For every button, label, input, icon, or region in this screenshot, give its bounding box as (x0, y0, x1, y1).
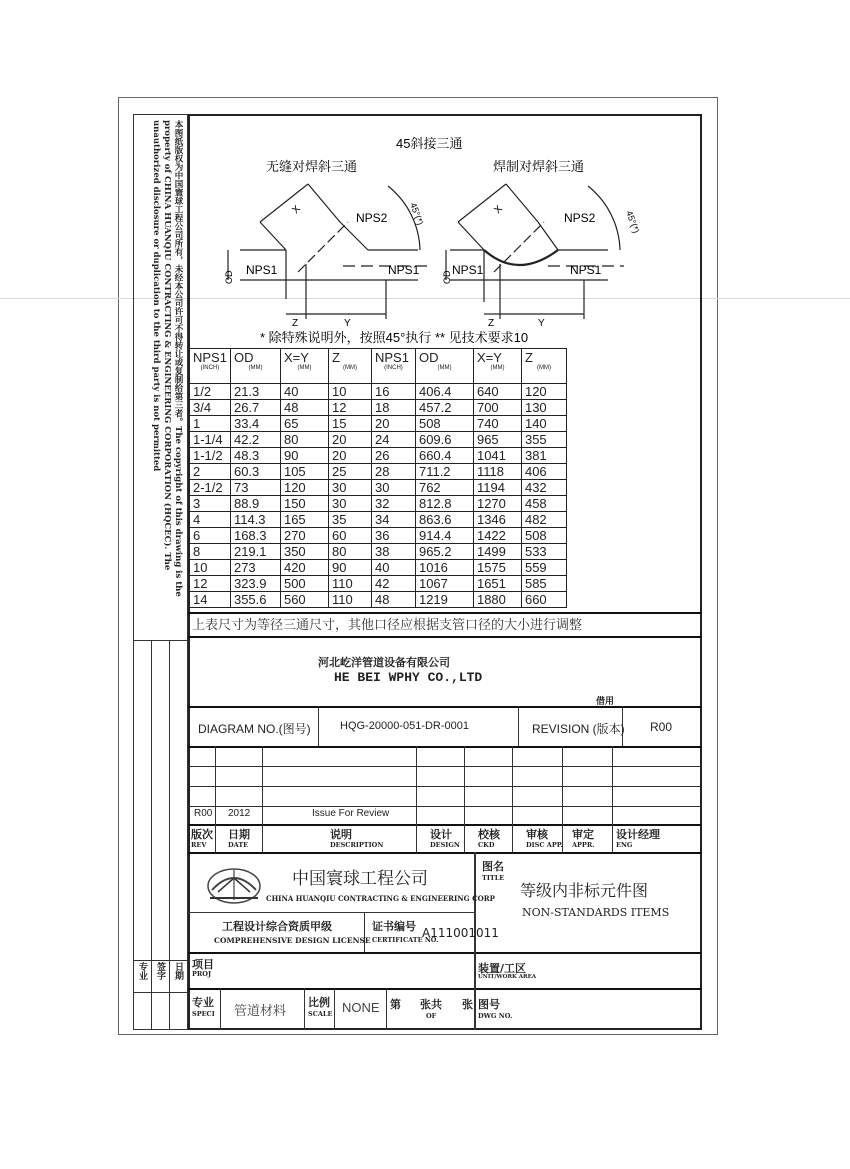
divider (133, 992, 188, 993)
rev-header-en: REV (191, 841, 207, 849)
title-label-cn: 图名 (482, 860, 504, 873)
table-cell: 10 (328, 384, 371, 400)
table-cell: 88.9 (230, 496, 280, 512)
table-header-cell (415, 349, 473, 384)
spec-value: 管道材料 (234, 1004, 287, 1019)
table-cell: 1 (190, 416, 231, 432)
divider (188, 612, 702, 614)
divider (416, 746, 417, 852)
header-label: Z (331, 350, 340, 365)
divider (188, 746, 702, 748)
rev-header-en: DESIGN (430, 841, 460, 849)
scale-label-cn: 比例 (308, 996, 330, 1009)
table-cell: 73 (230, 480, 280, 496)
rev-header-en: DISC APP. (526, 841, 563, 849)
header-label: X=Y (283, 350, 309, 365)
left-nps1-b: NPS1 (388, 263, 420, 277)
scale-label-en: SCALE (308, 1010, 333, 1018)
rev-header-en: CKD (478, 841, 495, 849)
title-en: NON-STANDARDS ITEMS (522, 906, 670, 919)
table-cell: 48 (280, 400, 328, 416)
table-cell: 30 (328, 496, 371, 512)
header-unit: (MM) (437, 365, 452, 371)
right-z-label: Z (488, 318, 495, 329)
table-cell: 80 (328, 544, 371, 560)
table-cell: 168.3 (230, 528, 280, 544)
table-cell: 1016 (415, 560, 473, 576)
table-row (190, 448, 567, 464)
header-unit: (MM) (297, 365, 312, 371)
table-row (190, 400, 567, 416)
table-row (190, 528, 567, 544)
table-row (190, 464, 567, 480)
table-cell: 508 (521, 528, 566, 544)
table-cell: 28 (371, 464, 415, 480)
table-cell: 60 (328, 528, 371, 544)
header-unit: (MM) (536, 365, 551, 371)
revision-label: REVISION (版本) (532, 722, 625, 736)
header-label: X=Y (476, 350, 502, 365)
table-cell: 2 (190, 464, 231, 480)
table-cell: 1/2 (190, 384, 231, 400)
table-cell: 12 (190, 576, 231, 592)
spec-label-en: SPECI (192, 1010, 215, 1018)
table-cell: 4 (190, 512, 231, 528)
table-body (190, 384, 567, 608)
rev-header-cn: 设计经理 (616, 828, 660, 841)
left-angle-label: 45°(*) (408, 201, 426, 227)
table-cell: 40 (280, 384, 328, 400)
divider (474, 852, 476, 1030)
table-cell: 35 (328, 512, 371, 528)
table-cell: 120 (521, 384, 566, 400)
table-row (190, 544, 567, 560)
table-cell: 1219 (415, 592, 473, 608)
table-cell: 42.2 (230, 432, 280, 448)
divider (334, 988, 335, 1030)
sheet-zhang: 张 (462, 998, 473, 1011)
table-cell: 355.6 (230, 592, 280, 608)
table-cell: 914.4 (415, 528, 473, 544)
table-row (190, 592, 567, 608)
table-cell: 458 (521, 496, 566, 512)
left-nps2: NPS2 (356, 211, 388, 225)
dwg-label-cn: 图号 (478, 998, 500, 1011)
proj-label-en: PROJ (192, 970, 212, 978)
dwg-label-en: DWG NO. (478, 1012, 513, 1020)
right-drawing-title: 焊制对焊斜三通 (493, 159, 585, 174)
table-cell: 65 (280, 416, 328, 432)
table-row (190, 512, 567, 528)
company-logo (204, 860, 264, 906)
header-label: NPS1 (374, 350, 409, 365)
table-cell: 120 (280, 480, 328, 496)
title-label-en: TITLE (482, 874, 505, 882)
table-cell: 1499 (473, 544, 521, 560)
table-cell: 965.2 (415, 544, 473, 560)
table-cell: 33.4 (230, 416, 280, 432)
table-cell: 165 (280, 512, 328, 528)
header-label: OD (418, 350, 439, 365)
table-cell: 762 (415, 480, 473, 496)
table-cell: 560 (280, 592, 328, 608)
left-od-label: OD (224, 270, 234, 284)
table-cell: 114.3 (230, 512, 280, 528)
table-cell: 48.3 (230, 448, 280, 464)
table-header-cell (328, 349, 371, 384)
table-cell: 812.8 (415, 496, 473, 512)
table-row (190, 576, 567, 592)
divider (518, 706, 519, 746)
cert-label-cn: 证书编号 (372, 920, 416, 933)
sheet-di: 第 (390, 998, 401, 1011)
side-label-sign: 签字 (155, 962, 165, 980)
table-cell: 700 (473, 400, 521, 416)
stamp-text: 借用 (596, 697, 615, 707)
table-header-cell (521, 349, 566, 384)
right-nps1-b: NPS1 (570, 263, 602, 277)
table-cell: 80 (280, 432, 328, 448)
table-cell: 585 (521, 576, 566, 592)
table-cell: 270 (280, 528, 328, 544)
table-cell: 20 (371, 416, 415, 432)
divider (304, 988, 305, 1030)
table-row (190, 496, 567, 512)
divider (133, 640, 188, 641)
divider (188, 806, 702, 807)
cert-label-en: CERTIFICATE NO. (372, 936, 439, 944)
table-cell: 1-1/2 (190, 448, 231, 464)
rev-header-en: APPR. (572, 841, 595, 849)
table-footnote: 上表尺寸为等径三通尺寸，其他口径应根据支管口径的大小进行调整 (192, 618, 583, 633)
table-cell: 660.4 (415, 448, 473, 464)
table-header-cell (280, 349, 328, 384)
table-cell: 140 (521, 416, 566, 432)
table-cell: 26.7 (230, 400, 280, 416)
table-cell: 38 (371, 544, 415, 560)
table-cell: 18 (371, 400, 415, 416)
divider (464, 746, 465, 852)
table-cell: 30 (371, 480, 415, 496)
table-cell: 25 (328, 464, 371, 480)
header-unit: (INCH) (200, 365, 220, 371)
table-cell: 740 (473, 416, 521, 432)
table-cell: 42 (371, 576, 415, 592)
table-cell: 20 (328, 448, 371, 464)
scale-value: NONE (342, 1000, 380, 1015)
table-cell: 2-1/2 (190, 480, 231, 496)
right-nps1-a: NPS1 (452, 263, 484, 277)
dimension-table (189, 348, 567, 608)
header-unit: (MM) (342, 365, 357, 371)
table-row (190, 384, 567, 400)
table-cell: 1194 (473, 480, 521, 496)
divider (188, 912, 474, 913)
right-x-label: X (492, 203, 505, 217)
seamless-tee-figure (228, 184, 428, 319)
rev-row-desc: Issue For Review (312, 808, 390, 819)
welded-tee-figure (446, 184, 624, 319)
table-cell: 130 (521, 400, 566, 416)
table-cell: 1118 (473, 464, 521, 480)
table-cell: 1346 (473, 512, 521, 528)
diagram-no-label: DIAGRAM NO.(图号) (198, 722, 311, 736)
table-cell: 323.9 (230, 576, 280, 592)
rev-header-en: DATE (228, 841, 249, 849)
right-nps2: NPS2 (564, 211, 596, 225)
table-cell: 30 (328, 480, 371, 496)
rev-header-cn: 设计 (430, 828, 452, 841)
divider (612, 746, 613, 852)
table-header-cell (230, 349, 280, 384)
divider (386, 988, 387, 1030)
table-cell: 1651 (473, 576, 521, 592)
table-cell: 36 (371, 528, 415, 544)
divider (188, 786, 702, 787)
table-cell: 406 (521, 464, 566, 480)
header-unit: (MM) (248, 365, 263, 371)
table-cell: 32 (371, 496, 415, 512)
rev-header-en: ENG (616, 841, 633, 849)
table-cell: 26 (371, 448, 415, 464)
left-nps1-a: NPS1 (246, 263, 278, 277)
table-cell: 965 (473, 432, 521, 448)
table-row (190, 480, 567, 496)
license-en: COMPREHENSIVE DESIGN LICENSE (214, 936, 371, 945)
diagram-no-value: HQG-20000-051-DR-0001 (340, 720, 470, 732)
tee-drawing (188, 114, 702, 350)
divider (215, 746, 216, 852)
side-label-date: 日期 (173, 962, 183, 980)
divider (562, 746, 563, 852)
table-cell: 1041 (473, 448, 521, 464)
divider (220, 988, 221, 1030)
right-y-label: Y (538, 318, 545, 329)
rev-header-cn: 审定 (572, 828, 594, 841)
table-cell: 640 (473, 384, 521, 400)
table-cell: 482 (521, 512, 566, 528)
right-od-label: OD (442, 270, 452, 284)
table-cell: 14 (190, 592, 231, 608)
table-cell: 12 (328, 400, 371, 416)
left-x-label: X (290, 203, 303, 217)
table-header-cell (190, 349, 231, 384)
table-cell: 34 (371, 512, 415, 528)
rev-header-cn: 说明 (330, 828, 352, 841)
table-cell: 3/4 (190, 400, 231, 416)
divider (151, 640, 152, 1030)
right-angle-label: 45°(*) (624, 209, 642, 235)
table-cell: 8 (190, 544, 231, 560)
table-cell: 863.6 (415, 512, 473, 528)
table-cell: 60.3 (230, 464, 280, 480)
table-cell: 500 (280, 576, 328, 592)
rev-row-rev: R00 (194, 808, 213, 819)
table-header-cell (371, 349, 415, 384)
table-cell: 559 (521, 560, 566, 576)
table-cell: 90 (328, 560, 371, 576)
divider (188, 952, 702, 954)
table-cell: 420 (280, 560, 328, 576)
divider (169, 640, 170, 1030)
divider (364, 912, 365, 952)
table-cell: 609.6 (415, 432, 473, 448)
divider (188, 636, 702, 638)
header-label: Z (524, 350, 533, 365)
side-label-spec: 专业 (137, 962, 147, 980)
divider (188, 766, 702, 767)
divider (133, 960, 188, 961)
table-cell: 48 (371, 592, 415, 608)
revision-value: R00 (650, 720, 673, 734)
table-cell: 24 (371, 432, 415, 448)
cert-no: A111001011 (422, 926, 499, 940)
table-cell: 15 (328, 416, 371, 432)
table-cell: 90 (280, 448, 328, 464)
table-row (190, 432, 567, 448)
table-cell: 273 (230, 560, 280, 576)
table-cell: 105 (280, 464, 328, 480)
table-cell: 533 (521, 544, 566, 560)
table-cell: 1575 (473, 560, 521, 576)
table-cell: 21.3 (230, 384, 280, 400)
title-company-cn: 中国寰球工程公司 (292, 869, 428, 889)
rev-header-cn: 校核 (478, 828, 500, 841)
rev-row-date: 2012 (228, 808, 251, 819)
divider (188, 988, 702, 990)
table-cell: 20 (328, 432, 371, 448)
license-cn: 工程设计综合资质甲级 (222, 920, 332, 933)
table-cell: 457.2 (415, 400, 473, 416)
table-cell: 150 (280, 496, 328, 512)
header-label: NPS1 (193, 350, 227, 365)
table-cell: 660 (521, 592, 566, 608)
table-cell: 508 (415, 416, 473, 432)
table-cell: 110 (328, 592, 371, 608)
table-cell: 219.1 (230, 544, 280, 560)
table-row (190, 416, 567, 432)
table-cell: 40 (371, 560, 415, 576)
unit-label-cn: 装置/工区 (478, 962, 527, 975)
table-cell: 110 (328, 576, 371, 592)
table-cell: 1067 (415, 576, 473, 592)
sheet-zhang-gong: 张共 (420, 998, 442, 1011)
table-cell: 1422 (473, 528, 521, 544)
table-cell: 711.2 (415, 464, 473, 480)
table-cell: 1270 (473, 496, 521, 512)
table-cell: 381 (521, 448, 566, 464)
table-cell: 3 (190, 496, 231, 512)
rev-header-cn: 审核 (526, 828, 548, 841)
table-cell: 406.4 (415, 384, 473, 400)
company-name-cn: 河北屹洋管道设备有限公司 (318, 656, 450, 669)
table-cell: 355 (521, 432, 566, 448)
drawing-note: * 除特殊说明外，按照45°执行 ** 见技术要求10 (260, 330, 529, 345)
divider (188, 706, 702, 708)
left-drawing-title: 无缝对焊斜三通 (266, 159, 358, 174)
table-cell: 16 (371, 384, 415, 400)
divider (512, 746, 513, 852)
header-unit: (INCH) (384, 365, 403, 371)
table-row (190, 560, 567, 576)
left-z-label: Z (292, 318, 299, 329)
divider (188, 852, 702, 854)
copyright-notice: 本图纸版权为中国寰球工程公司所有，未经本公司许可不得转让或复制给第三者。The copyright of this drawing is the property of CHINA HUANQIU CONTRACTING & ENGINEERING CORPORATION (HQCEC). The unauthorized disclosure or duplication to the third party is not permitted (151, 120, 183, 597)
unit-label-en: UNIT/WORK AREA (478, 974, 537, 980)
sheet-of: OF (426, 1012, 437, 1020)
table-cell: 432 (521, 480, 566, 496)
divider (262, 746, 263, 852)
proj-label-cn: 项目 (192, 958, 214, 971)
table-cell: 6 (190, 528, 231, 544)
table-cell: 1880 (473, 592, 521, 608)
title-company-en: CHINA HUANQIU CONTRACTING & ENGINEERING CORP (266, 894, 495, 903)
spec-label-cn: 专业 (192, 996, 214, 1009)
divider (318, 706, 319, 746)
header-label: OD (233, 350, 254, 365)
left-y-label: Y (344, 318, 351, 329)
header-unit: (MM) (490, 365, 505, 371)
table-cell: 10 (190, 560, 231, 576)
title-cn: 等级内非标元件图 (520, 881, 649, 900)
table-cell: 1-1/4 (190, 432, 231, 448)
company-name-en: HE BEI WPHY CO.,LTD (334, 670, 483, 685)
rev-header-en: DESCRIPTION (330, 841, 384, 849)
rev-header-cn: 版次 (191, 828, 213, 841)
table-cell: 350 (280, 544, 328, 560)
table-header-cell (473, 349, 521, 384)
table-header-row (190, 349, 567, 384)
rev-header-cn: 日期 (228, 828, 250, 841)
drawing-main-title: 45斜接三通 (396, 136, 463, 151)
